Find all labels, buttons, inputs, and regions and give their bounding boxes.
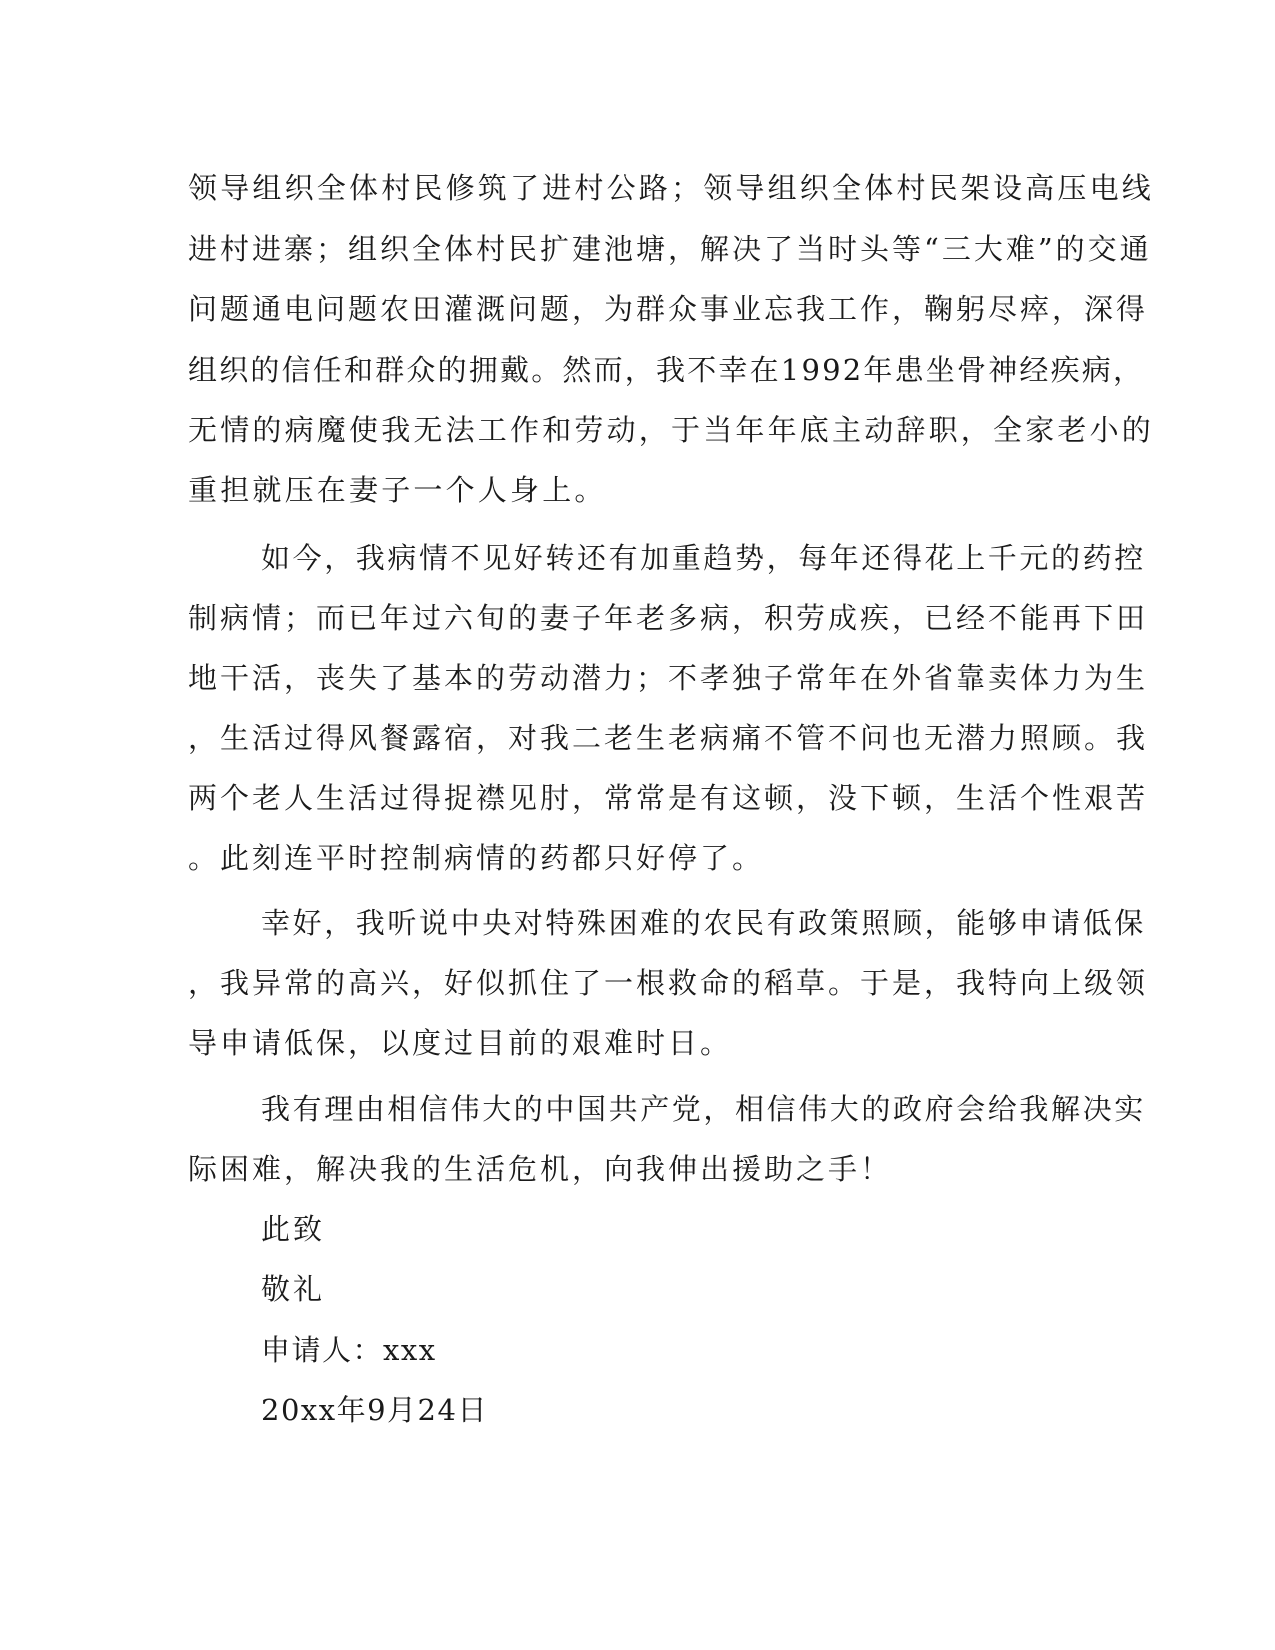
- paragraph-line: 际困难，解决我的生活危机，向我伸出援助之手！: [188, 1152, 893, 1186]
- paragraph-line: 幸好，我听说中央对特殊困难的农民有政策照顾，能够申请低保: [261, 906, 1146, 940]
- paragraph-line: 。此刻连平时控制病情的药都只好停了。: [188, 841, 765, 875]
- paragraph-line: 我有理由相信伟大的中国共产党，相信伟大的政府会给我解决实: [261, 1092, 1146, 1126]
- paragraph-line: 两个老人生活过得捉襟见肘，常常是有这顿，没下顿，生活个性艰苦: [188, 781, 1149, 815]
- letter-date: 20xx年9月24日: [261, 1393, 488, 1427]
- paragraph-line: 如今，我病情不见好转还有加重趋势，每年还得花上千元的药控: [261, 541, 1146, 575]
- salutation-line: 敬礼: [261, 1272, 326, 1306]
- paragraph-line: 问题通电问题农田灌溉问题，为群众事业忘我工作，鞠躬尽瘁，深得: [188, 292, 1149, 326]
- salutation-line: 此致: [261, 1212, 326, 1246]
- paragraph-line: 制病情；而已年过六旬的妻子年老多病，积劳成疾，已经不能再下田: [188, 601, 1149, 635]
- paragraph-line: 组织的信任和群众的拥戴。然而，我不幸在1992年患坐骨神经疾病，: [188, 353, 1145, 387]
- paragraph-line: 领导组织全体村民修筑了进村公路；领导组织全体村民架设高压电线: [188, 171, 1155, 205]
- paragraph-line: ，我异常的高兴，好似抓住了一根救命的稻草。于是，我特向上级领: [188, 966, 1149, 1000]
- paragraph-line: 无情的病魔使我无法工作和劳动，于当年年底主动辞职，全家老小的: [188, 413, 1155, 447]
- applicant-signature: 申请人：xxx: [261, 1333, 437, 1367]
- paragraph-line: 重担就压在妻子一个人身上。: [188, 473, 607, 507]
- paragraph-line: 进村进寨；组织全体村民扩建池塘，解决了当时头等“三大难”的交通: [188, 232, 1152, 266]
- paragraph-line: ，生活过得风餐露宿，对我二老生老病痛不管不问也无潜力照顾。我: [188, 721, 1149, 755]
- paragraph-line: 地干活，丧失了基本的劳动潜力；不孝独子常年在外省靠卖体力为生: [188, 661, 1149, 695]
- paragraph-line: 导申请低保，以度过目前的艰难时日。: [188, 1026, 733, 1060]
